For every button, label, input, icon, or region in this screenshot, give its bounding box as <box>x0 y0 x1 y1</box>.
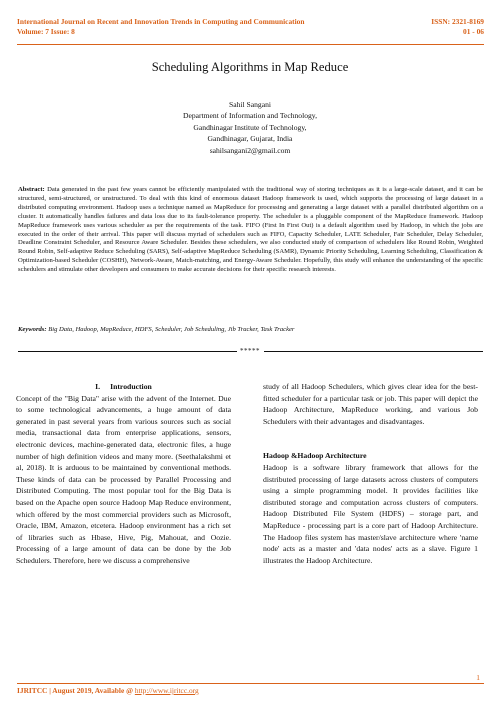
paper-title: Scheduling Algorithms in Map Reduce <box>151 60 349 74</box>
section-separator <box>18 348 483 356</box>
keywords <box>18 325 483 334</box>
journal-name: International Journal on Recent and Innovation Trends in Computing and Communication <box>17 17 305 26</box>
page-number: 1 <box>476 673 480 682</box>
keywords-label: Keywords: <box>18 326 47 333</box>
journal-link[interactable]: http://www.ijritcc.org <box>134 686 199 695</box>
author-name: Sahil Sangani <box>229 100 271 109</box>
separator-line-left <box>18 351 237 352</box>
abstract-label: Abstract: <box>18 186 45 193</box>
intro-paragraph: Concept of the "Big Data" arise with the advent of the Internet. Due to some technological advancements, a huge amount of data generated in past several years from various sources such as social media, transactional data from enterprise applications, sensors, electronic devices, machine-generated data, electronic files, a huge number of high definition videos and many more. (Seethalakshmi et al, 2018). It is arduous to be maintained by conventional methods. These kinds of data can be processed by Parallel Processing and Distributed Computing. The most popular tool for the Big Data is based on the Apache open source Hadoop Map Reduce environment, which offered by the most commercial providers such as Microsoft, Oracle, IBM, Amazon, etcetera. Hadoop environment has a rich set of libraries such as Hbase, Hive, Pig, Mahouat, and Oozie. Processing of a large amount of data can be done by the Job Schedulers. Therefore, here we discuss a comprehensive <box>16 393 231 565</box>
issn: ISSN: 2321-8169 <box>431 17 484 26</box>
right-column <box>263 381 478 566</box>
author-email: sahilsangani2@gmail.com <box>209 145 291 155</box>
left-column <box>16 381 231 567</box>
hadoop-paragraph: Hadoop is a software library framework that allows for the distributed processing of large datasets across clusters of computers using a simple programming model. It provides facilities like distributed storage and computation across clusters of computers. Hadoop Distributed File System (HDFS) – storage part, and MapReduce - processing part is a core part of Hadoop Architecture. The Hadoop files system has master/slave architecture where 'name node' acts as a master and 'data nodes' acts as a slave. Figure 1 illustrates the Hadoop Architecture. <box>263 462 478 565</box>
running-header <box>17 17 484 37</box>
author-department: Department of Information and Technology, <box>182 111 317 121</box>
section-number: I. <box>95 382 101 391</box>
author-location: Gandhinagar, Gujarat, India <box>207 134 293 144</box>
abstract <box>18 186 483 275</box>
section-title: Introduction <box>110 382 152 391</box>
author-institute: Gandhinagar Institute of Technology, <box>193 122 307 132</box>
keywords-text: Big Data, Hadoop, MapReduce, HDFS, Scheduler, Job Scheduling, Jib Tracker, Task Tracker <box>48 326 295 333</box>
volume-issue: Volume: 7 Issue: 8 <box>17 27 75 36</box>
footer <box>17 686 199 695</box>
footer-rule <box>17 683 484 684</box>
subsection-heading: Hadoop &Hadoop Architecture <box>263 451 367 461</box>
footer-text: IJRITCC | August 2019, Available @ <box>17 686 133 695</box>
separator-line-right <box>264 351 483 352</box>
section-heading <box>16 381 231 393</box>
intro-paragraph-continued: study of all Hadoop Schedulers, which gives clear idea for the best-fitted scheduler for a particular task or job. This paper will depict the Hadoop Architecture, MapReduce working, and various Job Schedulers with their advantages and disadvantages. <box>263 382 478 426</box>
page-range: 01 - 06 <box>463 27 484 36</box>
separator-stars: ***** <box>240 347 260 355</box>
author-block <box>0 99 500 156</box>
header-rule <box>17 44 484 45</box>
abstract-text: Data generated in the past few years cannot be efficiently manipulated with the traditional way of storing techniques as it is a large-scale dataset, and it can be structured, semi-structured, or unstructured. To deal with this kind of enormous dataset Hadoop framework is used, which supports the processing of large dataset in a distributed computing environment. Hadoop uses a technique named as MapReduce for processing and generating a large dataset with a parallel distributed algorithm on a cluster. It automatically handles failures and data loss due to its fault-tolerance property. The scheduler is a pluggable component of the MapReduce framework. Hadoop MapReduce framework uses various scheduler as per the requirements of the task. FIFO (First In First Out) is a default algorithm used by Hadoop, in which the jobs are executed in the order of their arrival. This paper will discuss myriad of schedulers such as FIFO, Capacity Scheduler, LATE Scheduler, Fair Scheduler, Delay Scheduler, Deadline Constraint Scheduler, and Resource Aware Scheduler. Besides these schedulers, we also conducted study of comparison of schedulers like Round Robin, Weighted Round Robin, Self-adaptive Reduce Scheduling (SARS), Self-adaptive MapReduce Scheduling (SAMR), Dynamic Priority Scheduling, Learning Scheduling, Classification & Optimization-based Scheduler (COSHH), Network-Aware, Match-matching, and Energy-Aware Scheduler. Hopefully, this study will enhance the understanding of the specific schedulers and stimulate other developers and consumers to make accurate decisions for their specific research interests. <box>18 186 483 274</box>
